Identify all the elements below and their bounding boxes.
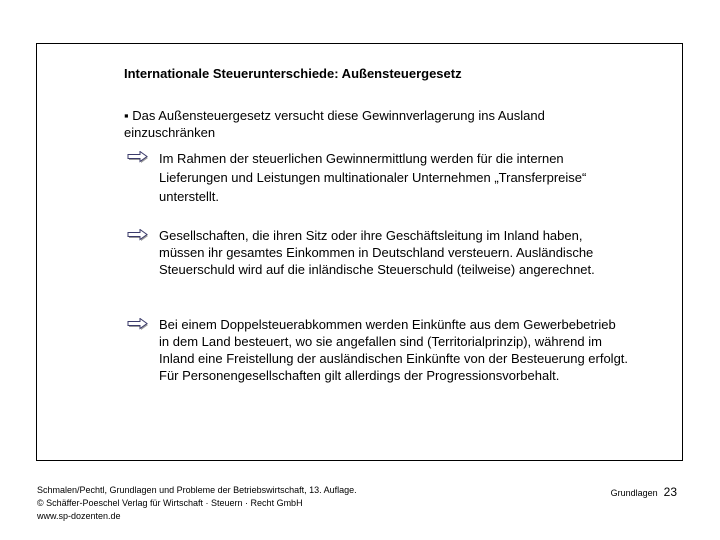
arrow-right-icon (127, 151, 152, 164)
point-text: Bei einem Doppelsteuerabkommen werden Einkünfte aus dem Gewerbebetrieb in dem Land besteuert, wo sie angefallen sind (Territorialprinzip), während im Inland eine Freistellung der ausländischen Einkünfte von der Besteuerung erfolgt. Für Personengesellschaften gilt allerdings der Progressionsvorbehalt. (159, 317, 629, 383)
page-number: 23 (663, 485, 677, 499)
slide-title: Internationale Steuerunterschiede: Außensteuergesetz (124, 66, 462, 81)
footer-publisher-line: © Schäffer-Poeschel Verlag für Wirtschaft · Steuern · Recht GmbH (37, 498, 303, 508)
footer-book-line: Schmalen/Pechtl, Grundlagen und Probleme der Betriebswirtschaft, 13. Auflage. (37, 485, 357, 495)
footer-url: www.sp-dozenten.de (37, 511, 121, 521)
point-text: Gesellschaften, die ihren Sitz oder ihre Geschäftsleitung im Inland haben, müssen ihr gesamtes Einkommen in Deutschland versteuern. Ausländische Steuerschuld wird auf die inländische Steuerschuld (teilweise) angerechnet. (159, 228, 595, 277)
section-label: Grundlagen (610, 488, 658, 498)
arrow-right-icon (127, 229, 152, 242)
footer-credits (37, 484, 357, 523)
footer-page-info (611, 483, 677, 501)
intro-bullet: ▪ Das Außensteuergesetz versucht diese Gewinnverlagerung ins Ausland einzuschränken (124, 108, 545, 140)
point-text: Im Rahmen der steuerlichen Gewinnermittlung werden für die internen Lieferungen und Leistungen multinationaler Unternehmen „Transferpreise“ unterstellt. (159, 151, 587, 204)
arrow-right-icon (127, 318, 152, 331)
